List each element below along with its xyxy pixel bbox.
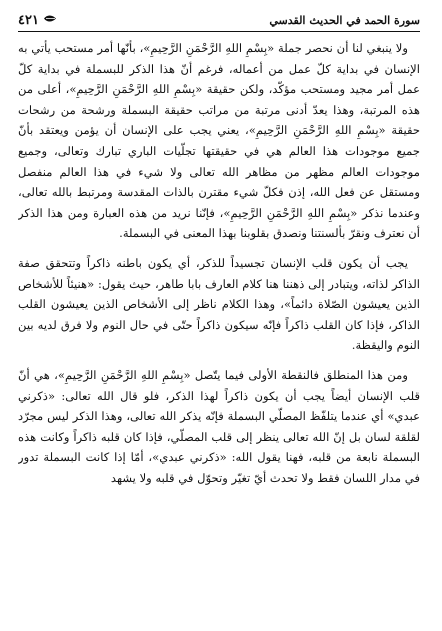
header-page-group: [18, 13, 57, 28]
paragraph: ومن هذا المنطلق فالنقطة الأولى فيما يتّصل «بِسْمِ اللهِ الرَّحْمَنِ الرَّحِيمِ»، هي أنّ قلب الإنسان أيضاً يجب أن يكون ذاكراً لهذا الذكر، فلو قال الله تعالى: «ذكرني عبدي» أي عندما يتلفّظ المصلّي البسملة فإنّه يذكر الله تعالى، وهذا الذكر ليس مجرّد لقلقة لسان بل إنّ الله تعالى ينظر إلى قلب المصلّي، فإذا كان قلبه ذاكراً وكانت هذه البسملة نابعة من قلبه، فهنا يقول الله: «ذكرني عبدي»، أمّا إذا كانت البسملة تدور في مدار اللسان فقط ولا تحدث أيّ تغيّر وتحوّل في قلبه ولا يشهد: [18, 367, 420, 485]
header-title: سورة الحمد في الحديث القدسي: [269, 13, 420, 27]
body-text: [18, 38, 420, 625]
header-divider: [18, 31, 420, 32]
paragraph: يجب أن يكون قلب الإنسان تجسيداً للذكر، أي يكون باطنه ذاكراً وتتحقق صفة الذاكر لذاته، ويتبادر إلى ذهننا هنا كلام العارف بابا طاهر، حيث يقول: «هنيئاً للأشخاص الذين يعيشون الصّلاة دائماً»، وهذا الكلام ناظر إلى الأشخاص الذين يعيشون القلب الذاكر، فإذا كان القلب ذاكراً فإنّه سيكون ذاكراً حتّى في حال النوم ولا فرق لديه بين النوم واليقظة.: [18, 255, 420, 353]
leaf-ornament-icon: [43, 14, 57, 26]
paragraph: ولا ينبغي لنا أن نحصر جملة «بِسْمِ اللهِ الرَّحْمَنِ الرَّحِيمِ»، بأنّها أمر مستحب يأتي به الإنسان في بداية كلّ عمل من أعماله، فرغم أنّ هذا الذكر للبسملة في بداية كلّ عمل أمر مجيد ومستحب مؤكّد، ولكن حقيقة «بِسْمِ اللهِ الرَّحْمَنِ الرَّحِيمِ»، أعلى من هذه المرتبة، وهذا يعدّ أدنى مرتبة من مراتب حقيقة البسملة ورشحة من رشحات حقيقة «بِسْمِ اللهِ الرَّحْمَنِ الرَّحِيمِ»، يعني يجب على الإنسان أن يؤمن ويعتقد بأنّ جميع موجودات هذا العالم هي في حقيقتها تجلّيات الباري تبارك وتعالى، وجميع موجودات العالم مظهر من مظاهر الله تعالى ولا شيء في هذا العالم منفصل ومستقل عن فعل الله، إذن فكلّ شيء مقترن بالذات المقدسة ومرتبط بالله تعالى، وعندما نذكر «بِسْمِ اللهِ الرَّحْمَنِ الرَّحِيمِ»، فإنّنا نريد من هذه العبارة ومن هذا الذكر أن نعترف ونقرّ بألسنتنا ونصدق بقلوبنا بهذا المعنى في البسملة.: [18, 41, 420, 241]
page-number: ٤٢١: [18, 12, 39, 28]
running-header: [18, 12, 420, 28]
